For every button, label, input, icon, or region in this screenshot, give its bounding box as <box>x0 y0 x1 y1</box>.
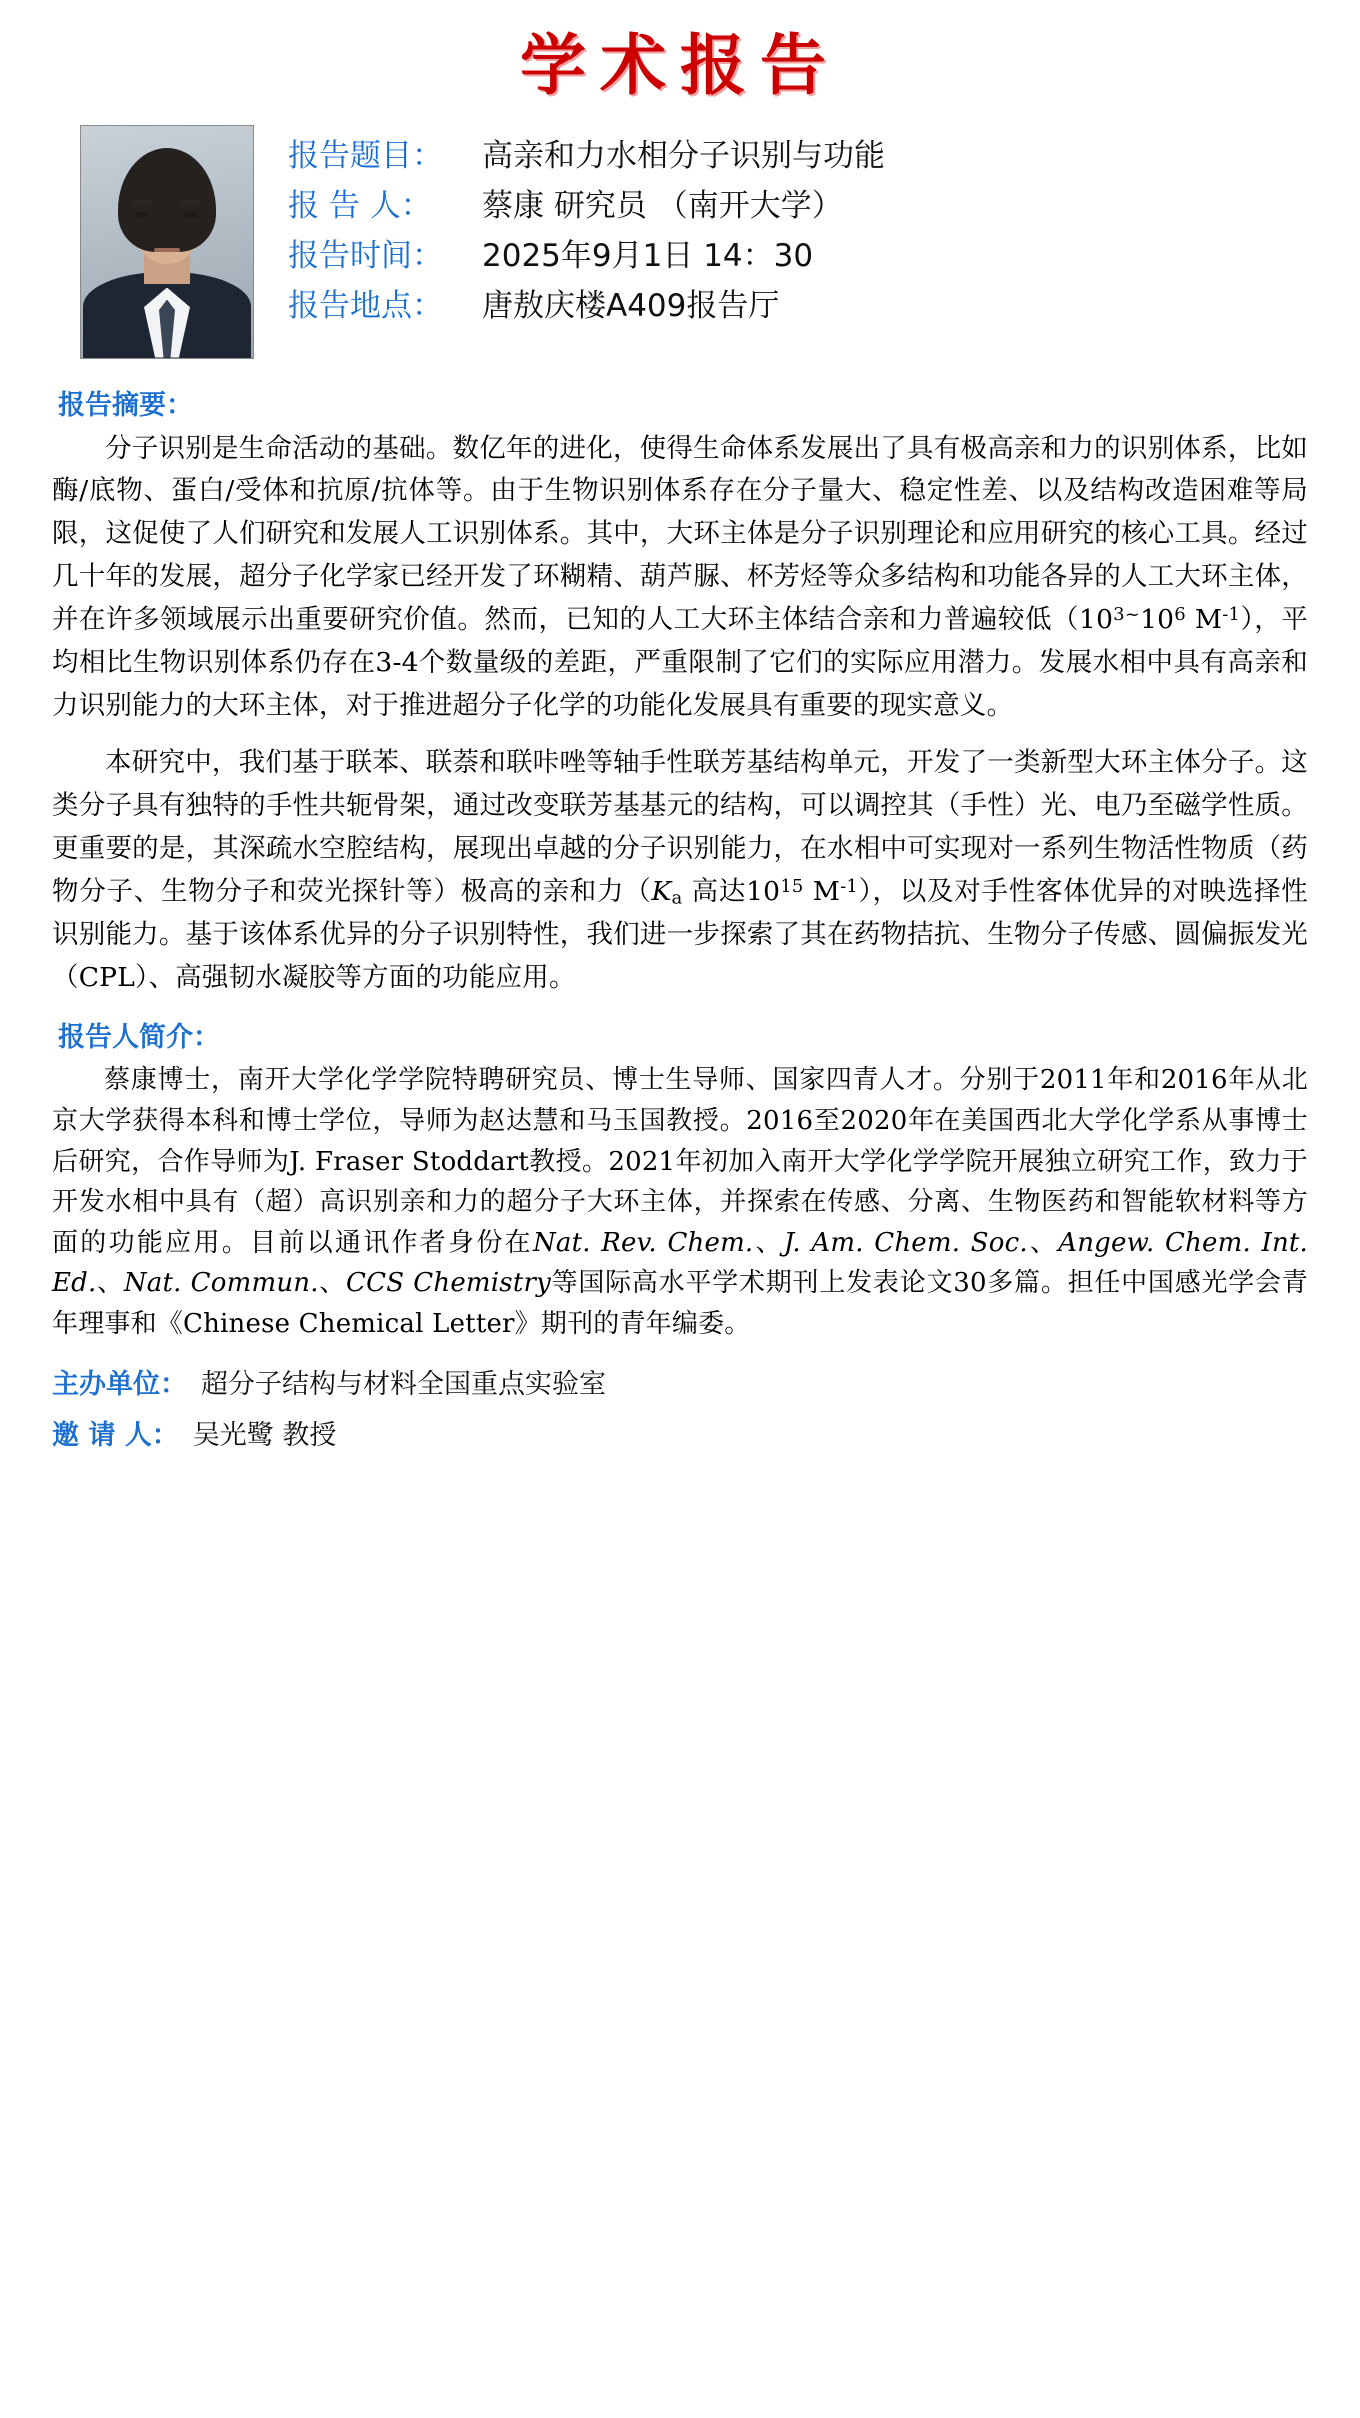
abstract-p1-text-b: 10 <box>1140 604 1175 636</box>
bio-journal-4: Nat. Commun. <box>123 1268 319 1299</box>
abstract-p2-text-b: 高达10 <box>682 875 781 907</box>
abstract-p2-sup-2: -1 <box>840 875 859 897</box>
footer-row-inviter <box>52 1413 1308 1452</box>
footer-value-organizer: 超分子结构与材料全国重点实验室 <box>201 1369 606 1401</box>
info-row-speaker <box>288 181 1308 231</box>
abstract-p2-sup-1: 15 <box>780 875 804 897</box>
bio-sep-2: 、 <box>1027 1227 1059 1258</box>
bio-journal-5: CCS Chemistry <box>346 1268 551 1299</box>
abstract-p2-text-d: ），以及对手性客体优异的对映选择性识别能力。基于该体系优异的分子识别特性，我们进一步探索了其在药物拮抗、生物分子传感、圆偏振发光（CPL）、高强韧水凝胶等方面的功能应用。 <box>52 875 1308 993</box>
bio-text-b: 等国际高水平学术期刊上发表论文30多篇。担任中国感光学会青年理事和《Chinese Chemical Letter》期刊的青年编委。 <box>52 1268 1309 1339</box>
abstract-p1-text-c: M <box>1185 604 1223 636</box>
info-row-venue <box>288 281 1308 331</box>
bio-heading: 报告人简介： <box>58 1022 220 1054</box>
abstract-paragraph-2 <box>52 742 1308 1000</box>
bio-sep-4: 、 <box>318 1268 347 1299</box>
bio-sep-3: 、 <box>96 1268 124 1299</box>
footer-label-organizer: 主办单位： <box>52 1369 187 1401</box>
abstract-p1-sup-3: -1 <box>1222 604 1241 626</box>
abstract-p1-text-d: ），平均相比生物识别体系仍存在3-4个数量级的差距，严重限制了它们的实际应用潜力。发展水相中具有高亲和力识别能力的大环主体，对于推进超分子化学的功能化发展具有重要的现实意义。 <box>52 604 1308 722</box>
speaker-photo <box>80 125 254 359</box>
footer-section <box>52 1362 1308 1452</box>
bio-text-a: 蔡康博士，南开大学化学学院特聘研究员、博士生导师、国家四青人才。分别于2011年和2016年从北京大学获得本科和博士学位，导师为赵达慧和马玉国教授。2016至2020年在美国西北大学化学系从事博士后研究，合作导师为J. Fraser Stoddart教授。2021年初加入南开大学化学学院开展独立研究工作，致力于开发水相中具有（超）高识别亲和力的超分子大环主体，并探索在传感、分离、生物医药和智能软材料等方面的功能应用。目前以通讯作者身份在 <box>52 1065 1308 1258</box>
footer-label-inviter: 邀 请 人： <box>52 1420 179 1452</box>
info-label-speaker: 报 告 人： <box>288 187 432 224</box>
info-value-venue: 唐敖庆楼A409报告厅 <box>482 288 780 325</box>
abstract-p2-symbol-k: K <box>651 875 672 907</box>
abstract-p1-sup-2: 6 <box>1174 604 1186 626</box>
info-value-time: 2025年9月1日 14：30 <box>482 237 814 274</box>
bio-journal-1: Nat. Rev. Chem. <box>532 1227 754 1258</box>
footer-row-organizer <box>52 1362 1308 1401</box>
info-label-time: 报告时间： <box>288 237 443 274</box>
page-title: 学术报告 <box>520 26 840 104</box>
abstract-p2-text-c: M <box>803 875 841 907</box>
abstract-heading: 报告摘要： <box>58 389 193 421</box>
speaker-header <box>52 125 1308 359</box>
bio-section <box>52 1060 1308 1344</box>
bio-paragraph <box>52 1060 1308 1344</box>
talk-info-list <box>288 125 1308 332</box>
abstract-paragraph-1 <box>52 428 1308 728</box>
abstract-p2-text-a: 本研究中，我们基于联苯、联萘和联咔唑等轴手性联芳基结构单元，开发了一类新型大环主体分子。这类分子具有独特的手性共轭骨架，通过改变联芳基基元的结构，可以调控其（手性）光、电乃至磁学性质。更重要的是，其深疏水空腔结构，展现出卓越的分子识别能力，在水相中可实现对一系列生物活性物质（药物分子、生物分子和荧光探针等）极高的亲和力（ <box>52 746 1308 907</box>
bio-journal-2: J. Am. Chem. Soc. <box>783 1227 1028 1258</box>
abstract-p1-text-a: 分子识别是生命活动的基础。数亿年的进化，使得生命体系发展出了具有极高亲和力的识别体系，比如酶/底物、蛋白/受体和抗原/抗体等。由于生物识别体系存在分子量大、稳定性差、以及结构改造困难等局限，这促使了人们研究和发展人工识别体系。其中，大环主体是分子识别理论和应用研究的核心工具。经过几十年的发展，超分子化学家已经开发了环糊精、葫芦脲、杯芳烃等众多结构和功能各异的人工大环主体，并在许多领域展示出重要研究价值。然而，已知的人工大环主体结合亲和力普遍较低（10 <box>52 432 1308 636</box>
footer-value-inviter: 吴光鹭 教授 <box>192 1420 337 1452</box>
info-label-topic: 报告题目： <box>288 137 443 174</box>
bio-journal-3: Angew. Chem. Int. Ed. <box>52 1227 1309 1299</box>
info-value-topic: 高亲和力水相分子识别与功能 <box>482 137 885 174</box>
info-row-time <box>288 231 1308 281</box>
abstract-p2-sub-a: a <box>671 887 683 909</box>
info-value-speaker: 蔡康 研究员 （南开大学） <box>482 187 843 224</box>
info-row-topic <box>288 131 1308 181</box>
abstract-p1-sup-1: 3~ <box>1113 604 1141 626</box>
bio-sep-1: 、 <box>753 1227 784 1258</box>
info-label-venue: 报告地点： <box>288 288 443 325</box>
